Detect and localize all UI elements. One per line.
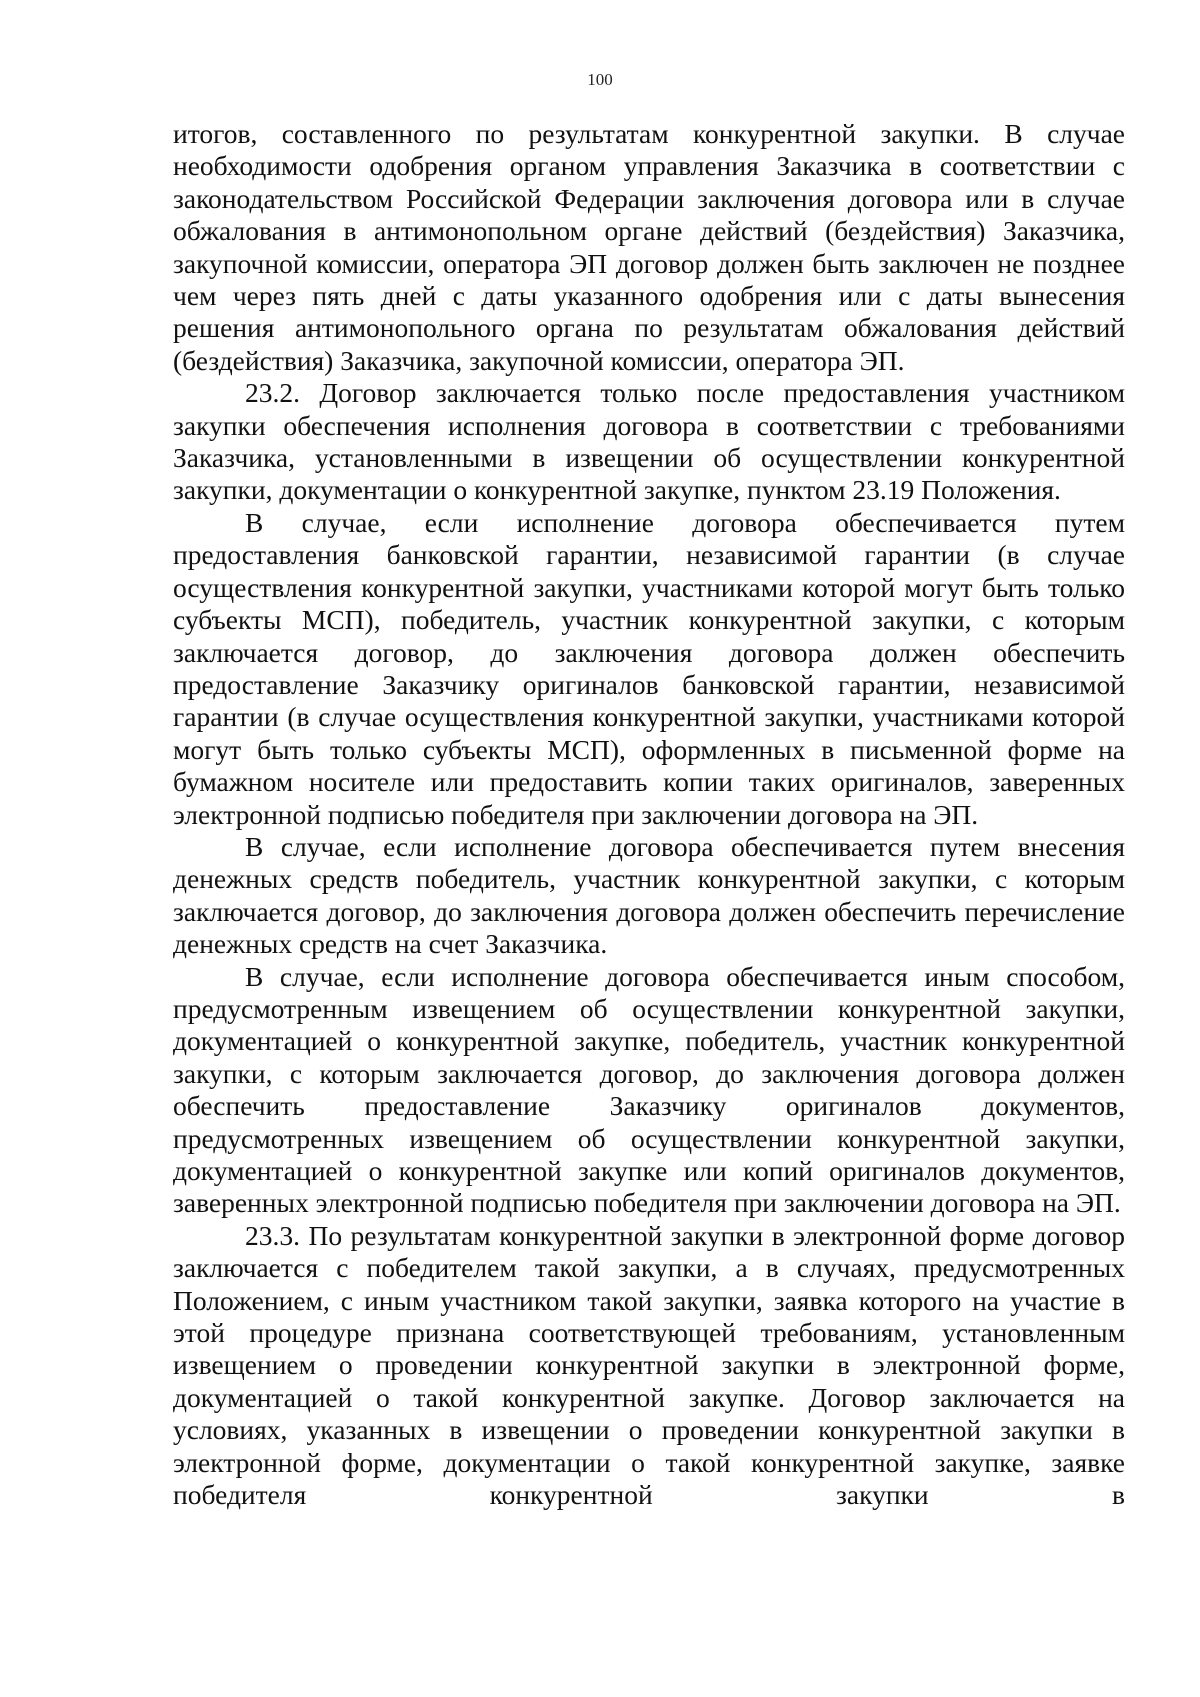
paragraph-23-2: 23.2. Договор заключается только после предоставления участником закупки обеспечения исполнения договора в соответствии с требованиями Заказчика, установленными в извещении об осуществлении конкурентной закупки, документации о конкурентной закупке, пунктом 23.19 Положения. xyxy=(173,377,1125,506)
document-body xyxy=(173,118,1125,1511)
paragraph-23-3: 23.3. По результатам конкурентной закупки в электронной форме договор заключается с победителем такой закупки, а в случаях, предусмотренных Положением, с иным участником такой закупки, заявка которого на участие в этой процедуре признана соответствующей требованиям, установленным извещением о проведении конкурентной закупки в электронной форме, документацией о такой конкурентной закупке. Договор заключается на условиях, указанных в извещении о проведении конкурентной закупки в электронной форме, документации о такой конкурентной закупке, заявке победителя конкурентной закупки в xyxy=(173,1219,1125,1511)
paragraph-bank-guarantee: В случае, если исполнение договора обеспечивается путем предоставления банковской гарантии, независимой гарантии (в случае осуществления конкурентной закупки, участниками которой могут быть только субъекты МСП), победитель, участник конкурентной закупки, с которым заключается договор, до заключения договора должен обеспечить предоставление Заказчику оригиналов банковской гарантии, независимой гарантии (в случае осуществления конкурентной закупки, участниками которой могут быть только субъекты МСП), оформленных в письменной форме на бумажном носителе или предоставить копии таких оригиналов, заверенных электронной подписью победителя при заключении договора на ЭП. xyxy=(173,506,1125,830)
page-number: 100 xyxy=(587,70,613,89)
paragraph-continuation: итогов, составленного по результатам конкурентной закупки. В случае необходимости одобрения органом управления Заказчика в соответствии с законодательством Российской Федерации заключения договора или в случае обжалования в антимонопольном органе действий (бездействия) Заказчика, закупочной комиссии, оператора ЭП договор должен быть заключен не позднее чем через пять дней с даты указанного одобрения или с даты вынесения решения антимонопольного органа по результатам обжалования действий (бездействия) Заказчика, закупочной комиссии, оператора ЭП. xyxy=(173,118,1125,376)
paragraph-other-method: В случае, если исполнение договора обеспечивается иным способом, предусмотренным извещением об осуществлении конкурентной закупки, документацией о конкурентной закупке, победитель, участник конкурентной закупки, с которым заключается договор, до заключения договора должен обеспечить предоставление Заказчику оригиналов документов, предусмотренных извещением об осуществлении конкурентной закупки, документацией о конкурентной закупке или копий оригиналов документов, заверенных электронной подписью победителя при заключении договора на ЭП. xyxy=(173,960,1125,1219)
paragraph-cash-deposit: В случае, если исполнение договора обеспечивается путем внесения денежных средств победитель, участник конкурентной закупки, с которым заключается договор, до заключения договора должен обеспечить перечисление денежных средств на счет Заказчика. xyxy=(173,830,1125,960)
